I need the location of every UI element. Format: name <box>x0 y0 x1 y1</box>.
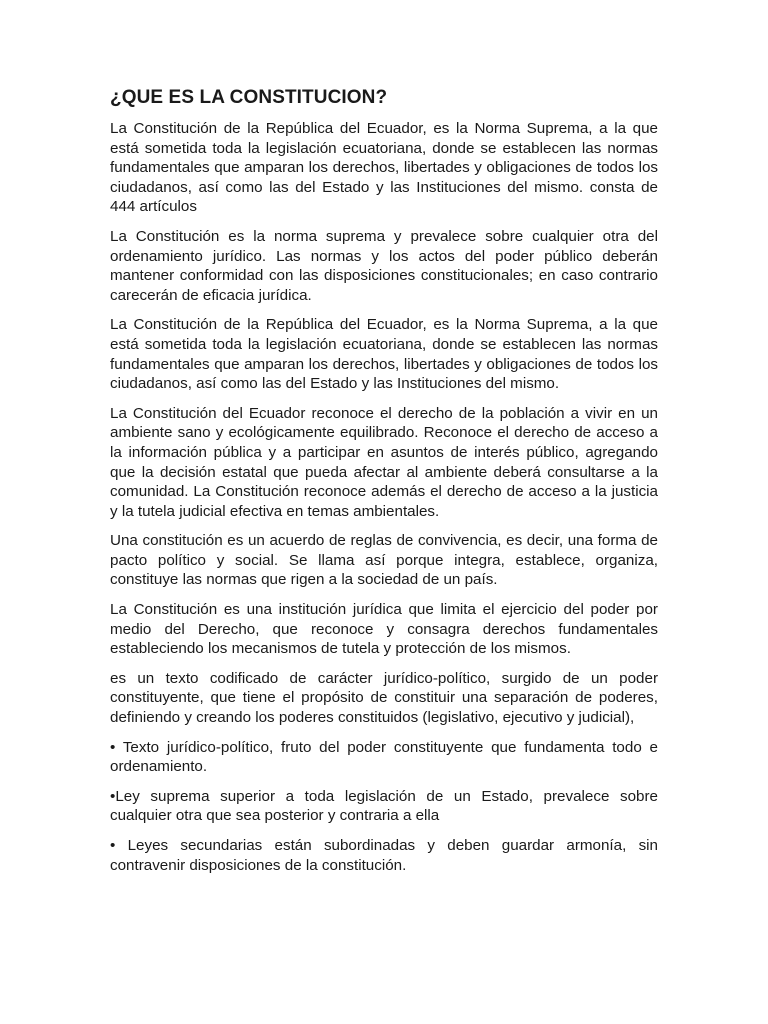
paragraph-3: La Constitución de la República del Ecuador, es la Norma Suprema, a la que está sometida toda la legislación ecuatoriana, donde se establecen las normas fundamentales que amparan los derechos, libertades y obligaciones de todos los ciudadanos, así como las del Estado y las Instituciones del mismo. <box>110 316 658 393</box>
paragraph-2: La Constitución es la norma suprema y prevalece sobre cualquier otra del ordenamiento jurídico. Las normas y los actos del poder público deberán mantener conformidad con las disposiciones constitucionales; en caso contrario carecerán de eficacia jurídica. <box>110 227 658 304</box>
bullet-item-2: •Ley suprema superior a toda legislación de un Estado, prevalece sobre cualquier otra que sea posterior y contraria a ella <box>110 787 658 825</box>
paragraph-6: La Constitución es una institución jurídica que limita el ejercicio del poder por medio del Derecho, que reconoce y consagra derechos fundamentales estableciendo los mecanismos de tutela y protección de los mismos. <box>110 601 658 658</box>
paragraph-4: La Constitución del Ecuador reconoce el derecho de la población a vivir en un ambiente sano y ecológicamente equilibrado. Reconoce el derecho de acceso a la información pública y a participar en asuntos de interés público, agregando que la decisión estatal que pueda afectar al ambiente deberá consultarse a la comunidad. La Constitución reconoce además el derecho de acceso a la justicia y la tutela judicial efectiva en temas ambientales. <box>110 404 658 520</box>
paragraph-1: La Constitución de la República del Ecuador, es la Norma Suprema, a la que está sometida toda la legislación ecuatoriana, donde se establecen las normas fundamentales que amparan los derechos, libertades y obligaciones de todos los ciudadanos, así como las del Estado y las Instituciones del mismo. consta de 444 artículos <box>110 120 658 216</box>
bullet-item-3: • Leyes secundarias están subordinadas y deben guardar armonía, sin contravenir disposiciones de la constitución. <box>110 837 658 874</box>
paragraph-7: es un texto codificado de carácter jurídico-político, surgido de un poder constituyente, que tiene el propósito de constituir una separación de poderes, definiendo y creando los poderes constituidos (legislativo, ejecutivo y judicial), <box>110 669 658 727</box>
paragraph-5: Una constitución es un acuerdo de reglas de convivencia, es decir, una forma de pacto político y social. Se llama así porque integra, establece, organiza, constituye las normas que rigen a la sociedad de un país. <box>110 532 658 589</box>
document-title: ¿QUE ES LA CONSTITUCION? <box>110 87 388 108</box>
bullet-item-1: • Texto jurídico-político, fruto del poder constituyente que fundamenta todo e ordenamiento. <box>110 738 658 776</box>
document-page <box>110 85 658 885</box>
